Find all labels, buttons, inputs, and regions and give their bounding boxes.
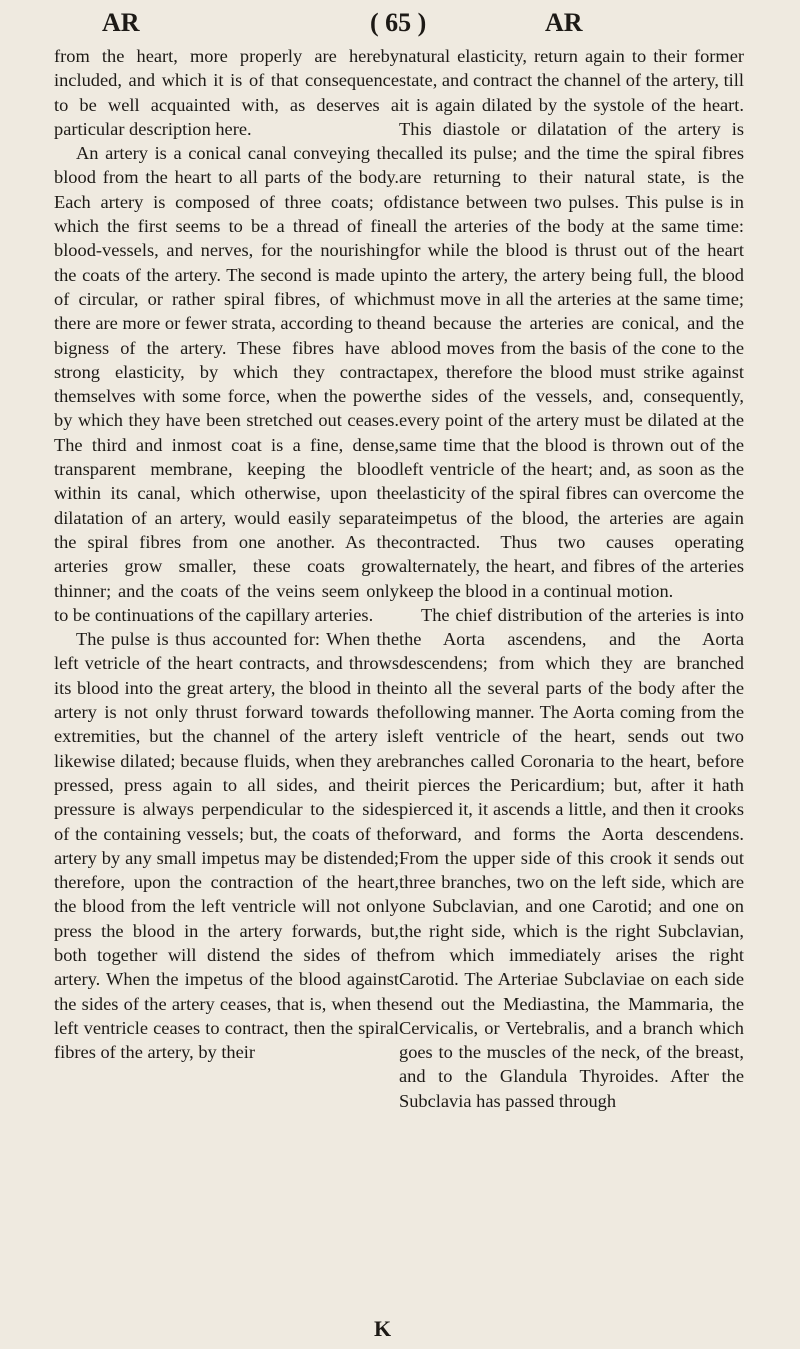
header-right: AR bbox=[545, 8, 583, 37]
paragraph: The chief distribution of the arteries is into the Aorta ascendens, and the Aorta descendens; from which they are branched into all the several parts of the body after the following manner. The Aorta coming from the left ventricle of the heart, sends out two branches called Coronaria to the heart, before it pierces the Pericardium; but, after it hath pierced it, it ascends a little, and then it crooks forward, and forms the Aorta descendens. From the upper side of this crook it sends out three branches, two on the left side, which are one Subclavian, and one Carotid; and one on the right side, which is the right Subclavian, from which immediately arises the right Carotid. The Arteriae Subclaviae on each side send out the Mediastina, the Mammaria, the Cervicalis, or Vertebralis, and a branch which goes to the muscles of the neck, of the breast, and to the Glandula Thyroides. After the Subclavia has passed through bbox=[399, 604, 744, 1111]
header-left: AR bbox=[102, 8, 140, 37]
right-column bbox=[399, 44, 744, 1113]
paragraph: natural elasticity, return again to their former state, and contract the channel of the artery, till it is again dilated by the systole of the heart. This diastole or dilatation of the artery is called its pulse; and the time the spiral fibres are returning to their natural state, is the distance between two pulses. This pulse is in all the arteries of the body at the same time: for while the blood is thrust out of the heart into the artery, the artery being full, the blood must move in all the arteries at the same time; and because the arteries are conical, and the blood moves from the basis of the cone to the apex, therefore the blood must strike against the sides of the vessels, and, consequently, every point of the artery must be dilated at the same time that the blood is thrown out of the left ventricle of the heart; and, as soon as the elasticity of the spiral fibres can overcome the impetus of the blood, the arteries are again contracted. Thus two causes operating alternately, the heart, and fibres of the arteries keep the blood in a continual motion. bbox=[399, 46, 745, 601]
left-column bbox=[54, 44, 399, 1064]
running-header bbox=[0, 8, 800, 44]
page-number: ( 65 ) bbox=[370, 8, 427, 37]
signature-mark: K bbox=[374, 1316, 392, 1341]
paragraph: An artery is a conical canal conveying the blood from the heart to all parts of the body. Each artery is composed of three coats; of which the first seems to be a thread of fine blood-vessels, and nerves, for the nourishing the coats of the artery. The second is made up of circular, or rather spiral fibres, of which there are more or fewer strata, according to the bigness of the artery. These fibres have a strong elasticity, by which they contract themselves with some force, when the power by which they have been stretched out ceases. The third and inmost coat is a fine, dense, transparent membrane, keeping the blood within its canal, which otherwise, upon the dilatation of an artery, would easily separate the spiral fibres from one another. As the arteries grow smaller, these coats grow thinner; and the coats of the veins seem only to be continuations of the capillary arteries. bbox=[54, 143, 399, 625]
paragraph: from the heart, more properly are hereby included, and which it is of that consequence to be well acquainted with, as deserves a particular description here. bbox=[54, 46, 399, 139]
paragraph: The pulse is thus accounted for: When the left vetricle of the heart contracts, and throws its blood into the great artery, the blood in the artery is not only thrust forward towards the extremities, but the channel of the artery is likewise dilated; because fluids, when they are pressed, press again to all sides, and their pressure is always perpendicular to the sides of the containing vessels; but, the coats of the artery by any small impetus may be distended; therefore, upon the contraction of the heart, the blood from the left ventricle will not only press the blood in the artery forwards, but, both together will distend the sides of the artery. When the impetus of the blood against the sides of the artery ceases, that is, when the left ventricle ceases to contract, then the spiral fibres of the artery, by their bbox=[54, 629, 399, 1063]
